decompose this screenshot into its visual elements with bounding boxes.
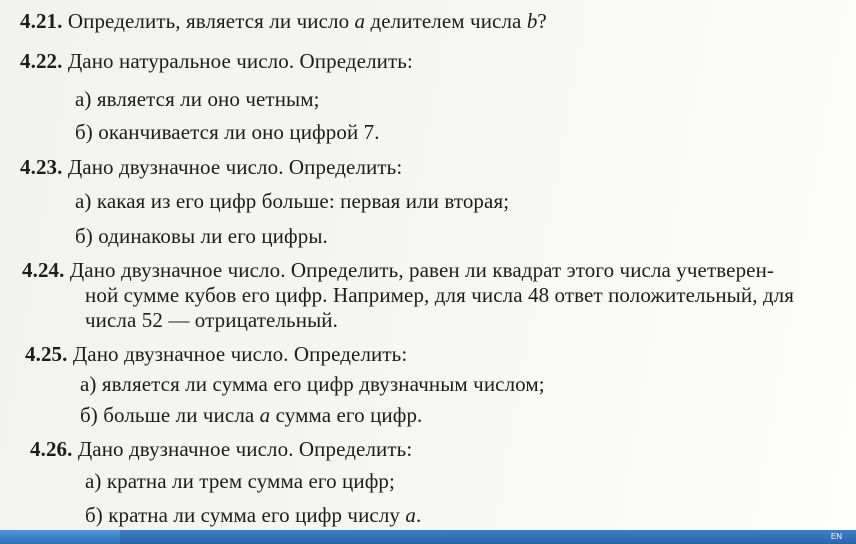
taskbar (0, 530, 856, 544)
item-text: б) больше ли числа (80, 403, 260, 427)
item-text: сумма его цифр. (270, 403, 423, 427)
task-text: Дано двузначное число. Определить, равен ли квадрат этого числа учетверен- (64, 258, 775, 282)
task-4-22-item-b: б) оканчивается ли оно цифрой 7. (75, 120, 380, 144)
task-text: Дано двузначное число. Определить: (72, 437, 413, 461)
task-4-23-item-a: а) какая из его цифр больше: первая или вторая; (75, 189, 510, 213)
task-4-25-item-b (80, 403, 422, 427)
task-text: Определить, является ли число (62, 9, 355, 33)
task-number: 4.24. (22, 258, 65, 282)
variable-a: a (259, 403, 271, 427)
taskbar-start-area[interactable] (0, 530, 120, 544)
language-indicator[interactable]: EN (830, 532, 842, 541)
task-number: 4.26. (30, 437, 73, 461)
task-4-25-item-a: а) является ли сумма его цифр двузначным числом; (80, 372, 545, 396)
variable-a: a (405, 503, 416, 527)
task-text: делителем числа (365, 9, 527, 33)
task-4-22 (20, 49, 413, 73)
task-text: Дано двузначное число. Определить: (67, 342, 408, 366)
item-text: б) кратна ли сумма его цифр числу (85, 503, 406, 527)
task-4-26-item-a: а) кратна ли трем сумма его цифр; (85, 469, 395, 493)
task-4-25 (25, 342, 407, 366)
variable-b: b (526, 9, 538, 33)
task-text: Дано двузначное число. Определить: (62, 155, 403, 179)
task-number: 4.22. (20, 49, 63, 73)
task-4-24-line-3: числа 52 — отрицательный. (85, 308, 338, 332)
task-4-24 (22, 258, 774, 282)
task-number: 4.21. (20, 9, 63, 33)
task-4-23-item-b: б) одинаковы ли его цифры. (75, 224, 328, 248)
task-text: ? (537, 9, 547, 33)
task-4-23 (20, 155, 402, 179)
variable-a: a (354, 9, 366, 33)
task-4-26 (30, 437, 412, 461)
task-text: Дано натуральное число. Определить: (62, 49, 413, 73)
task-4-26-item-b (85, 503, 421, 527)
task-number: 4.23. (20, 155, 63, 179)
task-4-21 (20, 9, 547, 33)
task-number: 4.25. (25, 342, 68, 366)
item-text: . (416, 503, 422, 527)
task-4-22-item-a: а) является ли оно четным; (75, 87, 320, 111)
task-4-24-line-2: ной сумме кубов его цифр. Например, для числа 48 ответ положительный, для (85, 283, 795, 307)
